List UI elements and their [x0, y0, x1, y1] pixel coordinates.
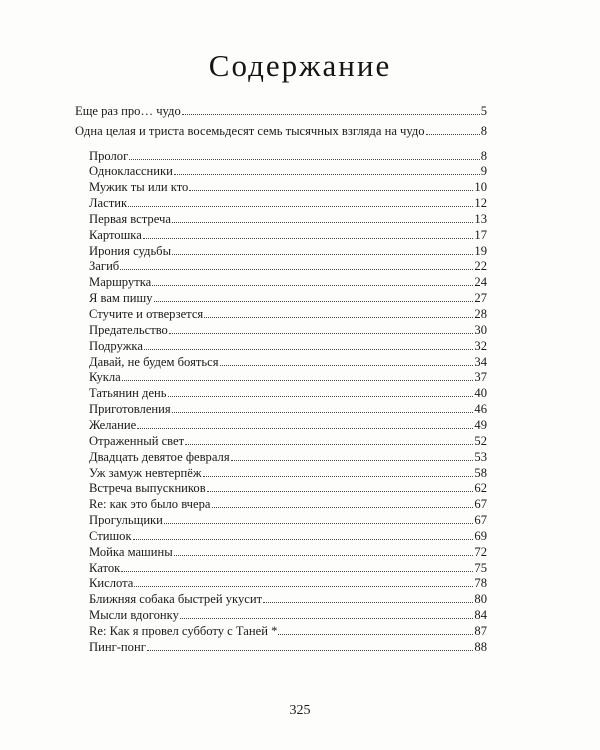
- toc-entry-title: Одна целая и триста восемьдесят семь тысячных взгляда на чудо: [75, 124, 425, 138]
- dot-leader: [185, 444, 473, 445]
- toc-entry-title: Каток: [89, 560, 121, 575]
- toc-entry-title: Пролог: [89, 148, 129, 163]
- toc-entry-title: Мойка машины: [89, 544, 173, 559]
- toc-entry-title: Загиб: [89, 259, 120, 274]
- toc-entry-title: Давай, не будем бояться: [89, 354, 219, 369]
- toc-entry-page: 49: [474, 417, 487, 432]
- toc-entry-title: Подружка: [89, 338, 143, 353]
- toc-entry-title: Кислота: [89, 576, 134, 591]
- toc-entry-page: 19: [474, 243, 487, 258]
- toc-entry-page: 37: [474, 370, 487, 385]
- toc-entry-page: 62: [474, 481, 487, 496]
- page-number: 325: [289, 703, 311, 718]
- toc-entry-page: 40: [474, 386, 487, 401]
- toc-entry-title: Одноклассники: [89, 164, 173, 179]
- dot-leader: [144, 349, 473, 350]
- toc-entry-title: Re: как это было вчера: [89, 497, 211, 512]
- dot-leader: [426, 134, 480, 135]
- toc-entry-title: Встреча выпускников: [89, 481, 206, 496]
- toc-entry-page: 9: [480, 164, 487, 179]
- toc-entry-title: Мысли вдогонку: [89, 608, 179, 623]
- toc-entry-page: 46: [474, 402, 487, 417]
- toc-entry-title: Стучите и отверзется: [89, 307, 204, 321]
- toc-entry-page: 53: [474, 449, 487, 464]
- page-title: Содержание: [208, 48, 392, 83]
- dot-leader: [133, 539, 474, 540]
- dot-leader: [120, 269, 473, 270]
- toc-entry-page: 30: [474, 322, 487, 337]
- toc-entry-page: 13: [474, 211, 487, 226]
- dot-leader: [134, 586, 473, 587]
- toc-entry-page: 52: [474, 433, 487, 448]
- toc-entry-page: 67: [474, 497, 487, 512]
- toc-entry-title: Отраженный свет: [89, 433, 185, 448]
- toc-entry: [89, 638, 487, 656]
- dot-leader: [231, 460, 474, 461]
- dot-leader: [204, 317, 473, 318]
- toc-entry-title: Я вам пишу: [89, 291, 153, 306]
- dot-leader: [168, 396, 474, 397]
- dot-leader: [164, 523, 473, 524]
- dot-leader: [189, 190, 473, 191]
- dot-leader: [122, 380, 474, 381]
- toc-entry-page: 22: [474, 259, 487, 274]
- dot-leader: [129, 159, 479, 160]
- toc-entry-title: Стишок: [89, 528, 132, 543]
- toc-entry-page: 67: [474, 513, 487, 528]
- toc-entry: [75, 122, 487, 140]
- toc-entry-title: Картошка: [89, 227, 142, 242]
- dot-leader: [154, 301, 474, 302]
- dot-leader: [147, 650, 474, 651]
- toc-entry-title: Прогульщики: [89, 513, 163, 528]
- toc-entry-title: Пинг-понг: [89, 639, 146, 654]
- dot-leader: [169, 333, 474, 334]
- dot-leader: [152, 285, 473, 286]
- toc-entry-title: Кукла: [89, 370, 121, 385]
- toc-entry-page: 17: [474, 227, 487, 242]
- toc-entry-title: Ластик: [89, 196, 128, 211]
- toc-entry-title: Приготовления: [89, 402, 171, 417]
- dot-leader: [172, 222, 473, 223]
- dot-leader: [172, 412, 474, 413]
- toc-entry-page: 10: [474, 180, 487, 195]
- dot-leader: [128, 206, 473, 207]
- toc-entry-title: Еще раз про… чудо: [75, 104, 181, 118]
- dot-leader: [174, 555, 474, 556]
- toc-entry-title: Уж замуж невтерпёж: [89, 465, 202, 480]
- dot-leader: [182, 114, 480, 115]
- toc-entry-title: Маршрутка: [89, 275, 152, 290]
- toc-entry-page: 27: [474, 291, 487, 306]
- toc-entry-title: Татьянин день: [89, 386, 167, 401]
- toc-entry-page: 24: [474, 275, 487, 290]
- toc-entry-page: 8: [480, 124, 487, 138]
- toc-entry-title: Первая встреча: [89, 211, 171, 226]
- toc-entry-page: 12: [474, 196, 487, 211]
- dot-leader: [143, 238, 474, 239]
- toc-entry-page: 5: [480, 104, 487, 118]
- toc-entry: [75, 102, 487, 120]
- toc-entry-page: 69: [474, 528, 487, 543]
- dot-leader: [278, 634, 473, 635]
- dot-leader: [203, 476, 474, 477]
- toc-entry-title: Мужик ты или кто: [89, 180, 189, 195]
- toc-entry-page: 72: [474, 544, 487, 559]
- dot-leader: [263, 602, 473, 603]
- dot-leader: [137, 428, 473, 429]
- dot-leader: [172, 254, 473, 255]
- dot-leader: [180, 618, 474, 619]
- toc-entry-title: Предательство: [89, 322, 168, 337]
- toc-entry-title: Двадцать девятое февраля: [89, 449, 230, 464]
- toc-entry-page: 88: [474, 639, 487, 654]
- toc-entry-page: 80: [474, 592, 487, 607]
- toc-entry-page: 34: [474, 354, 487, 369]
- dot-leader: [207, 491, 474, 492]
- toc-entry-page: 75: [474, 560, 487, 575]
- toc-entry-page: 84: [474, 608, 487, 623]
- toc-entry-page: 87: [474, 624, 487, 638]
- toc-entry-title: Желание: [89, 417, 137, 432]
- toc-entry-title: Ближняя собака быстрей укусит: [89, 592, 263, 607]
- dot-leader: [174, 174, 480, 175]
- toc-entry-page: 78: [474, 576, 487, 591]
- toc-entry-title: Ирония судьбы: [89, 243, 172, 258]
- toc-entry-page: 58: [474, 465, 487, 480]
- toc-entry-page: 8: [480, 148, 487, 163]
- toc-entry-page: 28: [474, 307, 487, 321]
- dot-leader: [212, 507, 474, 508]
- dot-leader: [220, 365, 474, 366]
- toc-entry-page: 32: [474, 338, 487, 353]
- dot-leader: [121, 571, 473, 572]
- toc-entry-title: Re: Как я провел субботу с Таней *: [89, 624, 278, 638]
